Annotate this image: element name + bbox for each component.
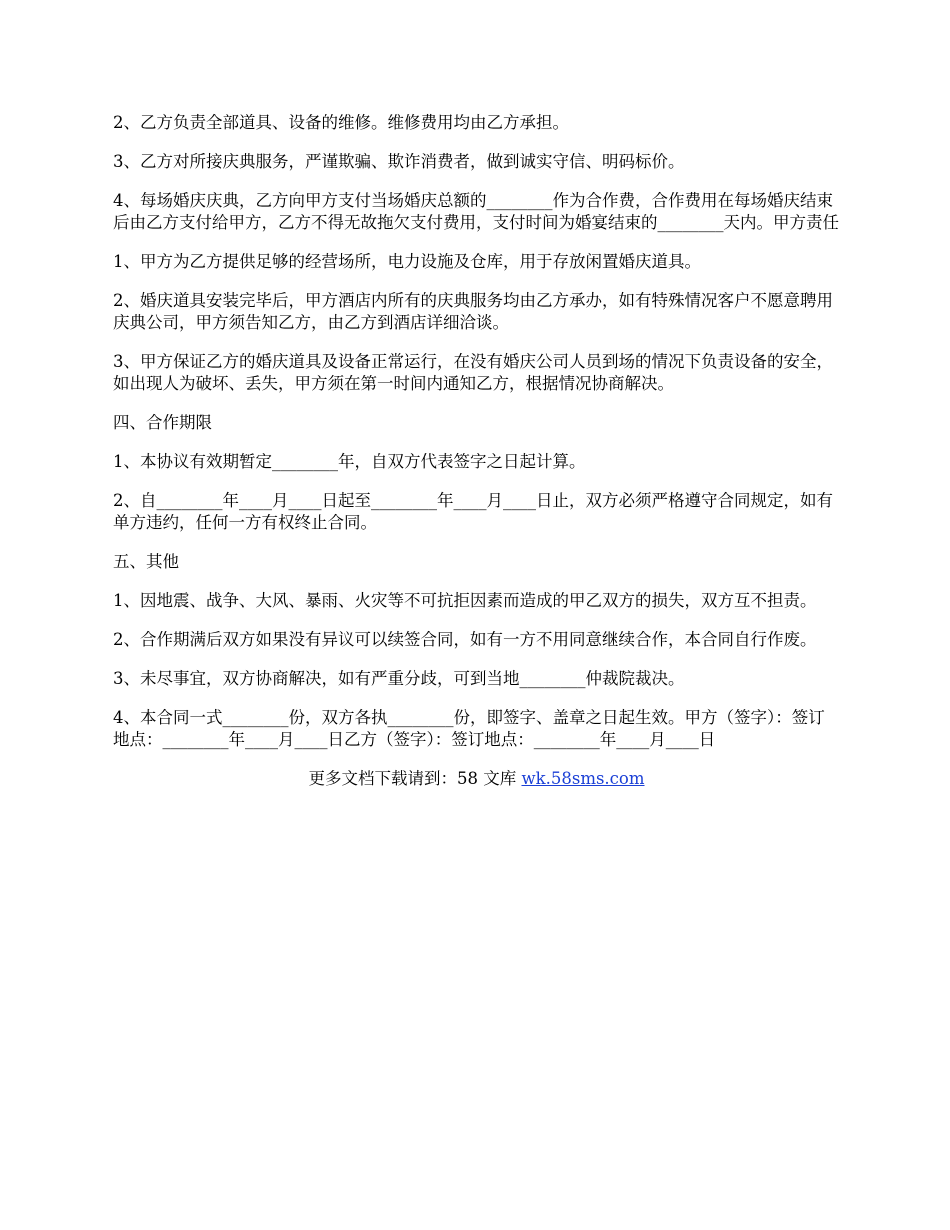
paragraph-validity: 1、本协议有效期暂定________年，自双方代表签字之日起计算。	[113, 452, 586, 471]
paragraph-arbitration: 3、未尽事宜，双方协商解决，如有严重分歧，可到当地________仲裁院裁决。	[113, 669, 685, 688]
paragraph-honesty: 3、乙方对所接庆典服务，严谨欺骗、欺诈消费者，做到诚实守信、明码标价。	[113, 152, 685, 171]
footer-link[interactable]: wk.58sms.com	[521, 769, 645, 788]
paragraph-force-majeure: 1、因地震、战争、大风、暴雨、火灾等不可抗拒因素而造成的甲乙双方的损失，双方互不担责。	[113, 591, 817, 610]
paragraph-maintenance: 2、乙方负责全部道具、设备的维修。维修费用均由乙方承担。	[113, 113, 569, 132]
section-heading-term: 四、合作期限	[113, 413, 212, 432]
paragraph-equipment-safety: 3、甲方保证乙方的婚庆道具及设备正常运行，在没有婚庆公司人员到场的情况下负责设备的安全，如出现人为破坏、丢失，甲方须在第一时间内通知乙方，根据情况协商解决。	[113, 352, 833, 393]
paragraph-cooperation-fee: 4、每场婚庆庆典，乙方向甲方支付当场婚庆总额的________作为合作费，合作费用在每场婚庆结束后由乙方支付给甲方，乙方不得无故拖欠支付费用，支付时间为婚宴结束的________天内。甲方责任	[113, 191, 839, 232]
section-heading-other: 五、其他	[113, 552, 179, 571]
paragraph-renewal: 2、合作期满后双方如果没有异议可以续签合同，如有一方不用同意继续合作，本合同自行作废。	[113, 630, 817, 649]
paragraph-period: 2、自________年____月____日起至________年____月____日止，双方必须严格遵守合同规定，如有单方违约，任何一方有权终止合同。	[113, 491, 833, 532]
paragraph-copies-signature: 4、本合同一式________份，双方各执________份，即签字、盖章之日起生效。甲方（签字）：签订地点：________年____月____日乙方（签字）：签订地点：________年____月____日	[113, 708, 825, 749]
footer	[113, 768, 840, 790]
footer-text: 更多文档下载请到：58 文库	[308, 769, 522, 788]
paragraph-ceremony-service: 2、婚庆道具安装完毕后，甲方酒店内所有的庆典服务均由乙方承办，如有特殊情况客户不愿意聘用庆典公司，甲方须告知乙方，由乙方到酒店详细洽谈。	[113, 291, 833, 332]
paragraph-venue: 1、甲方为乙方提供足够的经营场所，电力设施及仓库，用于存放闲置婚庆道具。	[113, 252, 701, 271]
